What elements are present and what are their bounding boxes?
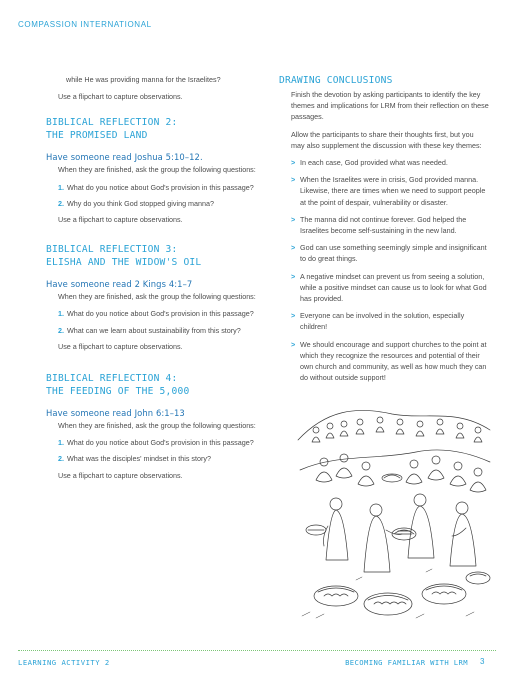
question-text: What was the disciples' mindset in this story? (67, 454, 211, 464)
list-item (58, 437, 260, 448)
list-number: 1. (58, 309, 64, 319)
page-number: 3 (480, 657, 485, 666)
reflection3-subhead: Have someone read 2 Kings 4:1–7 (46, 279, 193, 290)
theme-text: Everyone can be involved in the solution, especially children! (300, 311, 465, 332)
conclusions-title: DRAWING CONCLUSIONS (279, 75, 393, 86)
list-item (291, 242, 489, 264)
reflection4-instructions: When they are finished, ask the group the following questions: (58, 421, 256, 431)
theme-text: When the Israelites were in crisis, God provided manna. Likewise, there are times when we need to support people at the point of despair, vulnerability or disaster. (300, 175, 486, 207)
list-item (58, 308, 260, 319)
chevron-right-icon: > (291, 158, 296, 168)
footer-divider (18, 650, 496, 651)
list-item (58, 325, 260, 336)
reflection2-title-line1: BIBLICAL REFLECTION 2: (46, 117, 178, 129)
reflection4-title (46, 372, 260, 398)
reflection3-questions (46, 308, 260, 335)
list-item (291, 271, 489, 305)
chevron-right-icon: > (291, 214, 296, 224)
conclusions-themes-intro: Allow the participants to share their thoughts first, but you may also supplement the discussion with these key themes: (291, 129, 482, 150)
conclusions-intro: Finish the devotion by asking participants to identify the key themes and implications for LRM from their reflection on these passages. (291, 90, 489, 122)
footer-section: BECOMING FAMILIAR WITH LRM (345, 658, 468, 667)
question-text: What do you notice about God's provision in this passage? (67, 309, 254, 319)
reflection2-title-line2: THE PROMISED LAND (46, 130, 148, 142)
question-text: Why do you think God stopped giving manna? (67, 198, 215, 208)
reflection2-questions (46, 182, 260, 209)
list-item (291, 174, 489, 208)
question-text: What can we learn about sustainability from this story? (67, 325, 241, 335)
list-item (291, 214, 489, 236)
reflection4-flipchart: Use a flipchart to capture observations. (58, 470, 183, 480)
theme-text: The manna did not continue forever. God helped the Israelites become self-sustaining in the new land. (300, 214, 467, 236)
list-item (291, 310, 489, 332)
reflection3-title (46, 243, 260, 269)
chevron-right-icon: > (291, 339, 296, 349)
list-number: 2. (58, 454, 64, 464)
reflection3-title-line1: BIBLICAL REFLECTION 3: (46, 244, 178, 256)
list-item (58, 453, 260, 464)
reflection2-instructions: When they are finished, ask the group the following questions: (58, 165, 256, 175)
reflection4-subhead: Have someone read John 6:1–13 (46, 408, 185, 419)
left-column (46, 74, 260, 481)
intro-flipchart: Use a flipchart to capture observations. (58, 92, 183, 102)
reflection4-title-line1: BIBLICAL REFLECTION 4: (46, 373, 178, 385)
list-item (58, 198, 260, 209)
theme-text: A negative mindset can prevent us from seeing a solution, while a positive mindset can cause us to look for what God has provided. (300, 271, 487, 304)
reflection3-flipchart: Use a flipchart to capture observations. (58, 341, 183, 351)
reflection2-subhead: Have someone read Joshua 5:10–12. (46, 152, 203, 163)
theme-text: In each case, God provided what was needed. (300, 158, 448, 168)
chevron-right-icon: > (291, 271, 296, 281)
list-item (291, 157, 489, 168)
list-item (58, 182, 260, 193)
list-item (291, 339, 489, 384)
header-org: COMPASSION INTERNATIONAL (18, 20, 152, 29)
list-number: 1. (58, 438, 64, 448)
list-number: 2. (58, 325, 64, 335)
chevron-right-icon: > (291, 311, 296, 321)
theme-text: We should encourage and support churches to the point at which they recognize the resources and potential of their own church and community, as well as how much they can do without outside support! (300, 339, 487, 383)
intro-line: while He was providing manna for the Israelites? (66, 75, 221, 84)
theme-text: God can use something seemingly simple and insignificant to do great things. (300, 243, 487, 264)
right-column (279, 74, 489, 389)
question-text: What do you notice about God's provision in this passage? (67, 182, 254, 192)
themes-list (279, 157, 489, 383)
feeding-crowd-illustration (296, 400, 492, 622)
reflection2-flipchart: Use a flipchart to capture observations. (58, 215, 183, 225)
reflection4-questions (46, 437, 260, 464)
chevron-right-icon: > (291, 243, 296, 253)
reflection2-title (46, 116, 260, 142)
list-number: 2. (58, 198, 64, 208)
footer-activity: LEARNING ACTIVITY 2 (18, 658, 110, 667)
question-text: What do you notice about God's provision in this passage? (67, 438, 254, 448)
chevron-right-icon: > (291, 175, 296, 185)
reflection4-title-line2: THE FEEDING OF THE 5,000 (46, 386, 190, 398)
list-number: 1. (58, 182, 64, 192)
reflection3-instructions: When they are finished, ask the group the following questions: (58, 292, 256, 302)
reflection3-title-line2: ELISHA AND THE WIDOW'S OIL (46, 257, 202, 269)
